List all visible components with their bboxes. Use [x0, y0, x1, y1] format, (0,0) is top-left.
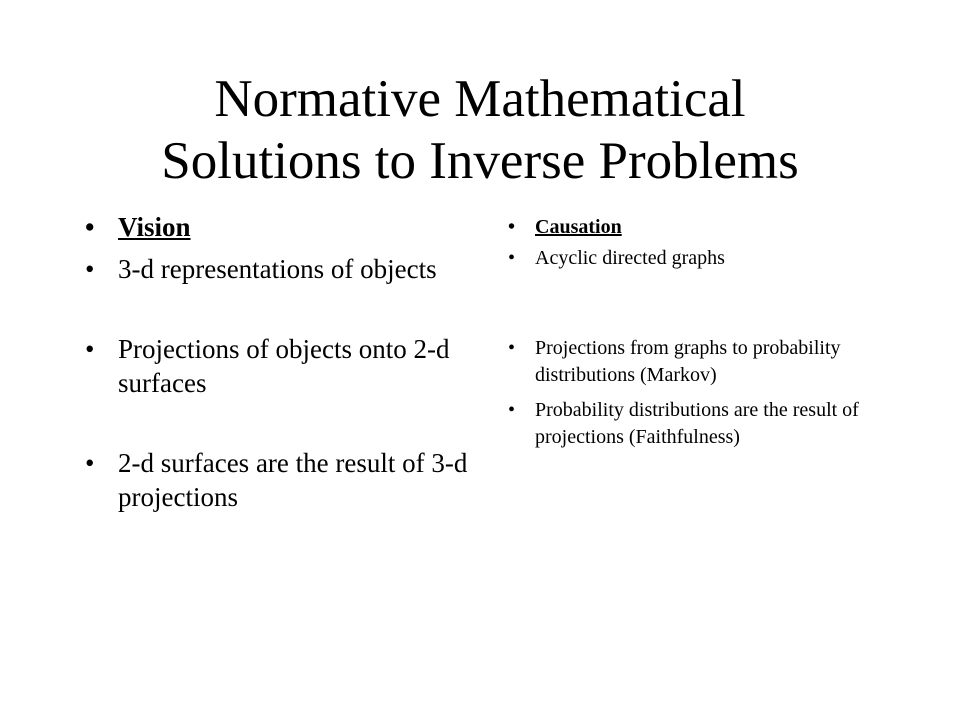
vision-bullet-2: • Projections of objects onto 2-d surfaces: [85, 332, 470, 400]
vision-heading: • Vision: [85, 210, 470, 244]
causation-bullet-list: [508, 214, 893, 451]
slide-title: [80, 68, 880, 192]
vision-bullet-3: • 2-d surfaces are the result of 3-d projections: [85, 446, 470, 514]
vision-bullet-list: [85, 210, 470, 514]
causation-bullet-1: • Acyclic directed graphs: [508, 245, 893, 272]
causation-bullet-2: • Projections from graphs to probability distributions (Markov): [508, 335, 893, 389]
causation-bullet-3: • Probability distributions are the result of projections (Faithfulness): [508, 397, 893, 451]
slide-title-line-2: Solutions to Inverse Problems: [161, 132, 799, 190]
vision-bullet-1: • 3-d representations of objects: [85, 252, 470, 286]
causation-heading: • Causation: [508, 214, 893, 241]
slide-title-line-1: Normative Mathematical: [214, 70, 746, 128]
